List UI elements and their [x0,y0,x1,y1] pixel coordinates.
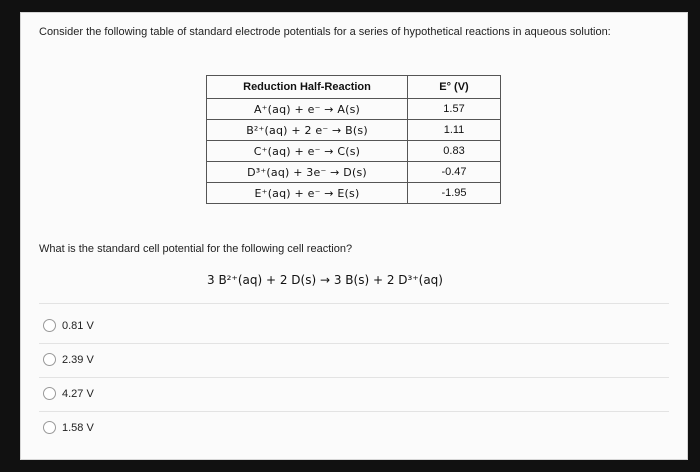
option-label: 4.27 V [62,387,94,400]
radio-button-icon[interactable] [43,353,56,366]
question-card [20,12,688,460]
radio-button-icon[interactable] [43,319,56,332]
divider [39,411,669,412]
column-header-potential: E° (V) [408,76,501,99]
potential-cell: -0.47 [408,162,501,183]
potential-cell: 1.11 [408,120,501,141]
potential-cell: 1.57 [408,99,501,120]
divider [39,303,669,304]
answer-option[interactable] [43,319,94,332]
cell-reaction-equation: 3 B²⁺(aq) + 2 D(s) → 3 B(s) + 2 D³⁺(aq) [207,273,443,287]
table-row [207,141,501,162]
option-label: 2.39 V [62,353,94,366]
potential-cell: 0.83 [408,141,501,162]
option-label: 0.81 V [62,319,94,332]
answer-option[interactable] [43,421,94,434]
reaction-cell: A⁺(aq) + e⁻ → A(s) [207,99,408,120]
table-row [207,183,501,204]
option-label: 1.58 V [62,421,94,434]
divider [39,377,669,378]
table-row [207,162,501,183]
question-text: What is the standard cell potential for the following cell reaction? [39,243,353,255]
reaction-cell: C⁺(aq) + e⁻ → C(s) [207,141,408,162]
reaction-cell: D³⁺(aq) + 3e⁻ → D(s) [207,162,408,183]
table-row [207,99,501,120]
table-row [207,120,501,141]
table-header-row [207,76,501,99]
radio-button-icon[interactable] [43,387,56,400]
column-header-reaction: Reduction Half-Reaction [207,76,408,99]
potential-cell: -1.95 [408,183,501,204]
reaction-cell: B²⁺(aq) + 2 e⁻ → B(s) [207,120,408,141]
intro-text: Consider the following table of standard electrode potentials for a series of hypothetical reactions in aqueous solution: [39,26,611,38]
reaction-cell: E⁺(aq) + e⁻ → E(s) [207,183,408,204]
divider [39,343,669,344]
answer-option[interactable] [43,353,94,366]
potentials-table [206,75,501,204]
radio-button-icon[interactable] [43,421,56,434]
answer-option[interactable] [43,387,94,400]
